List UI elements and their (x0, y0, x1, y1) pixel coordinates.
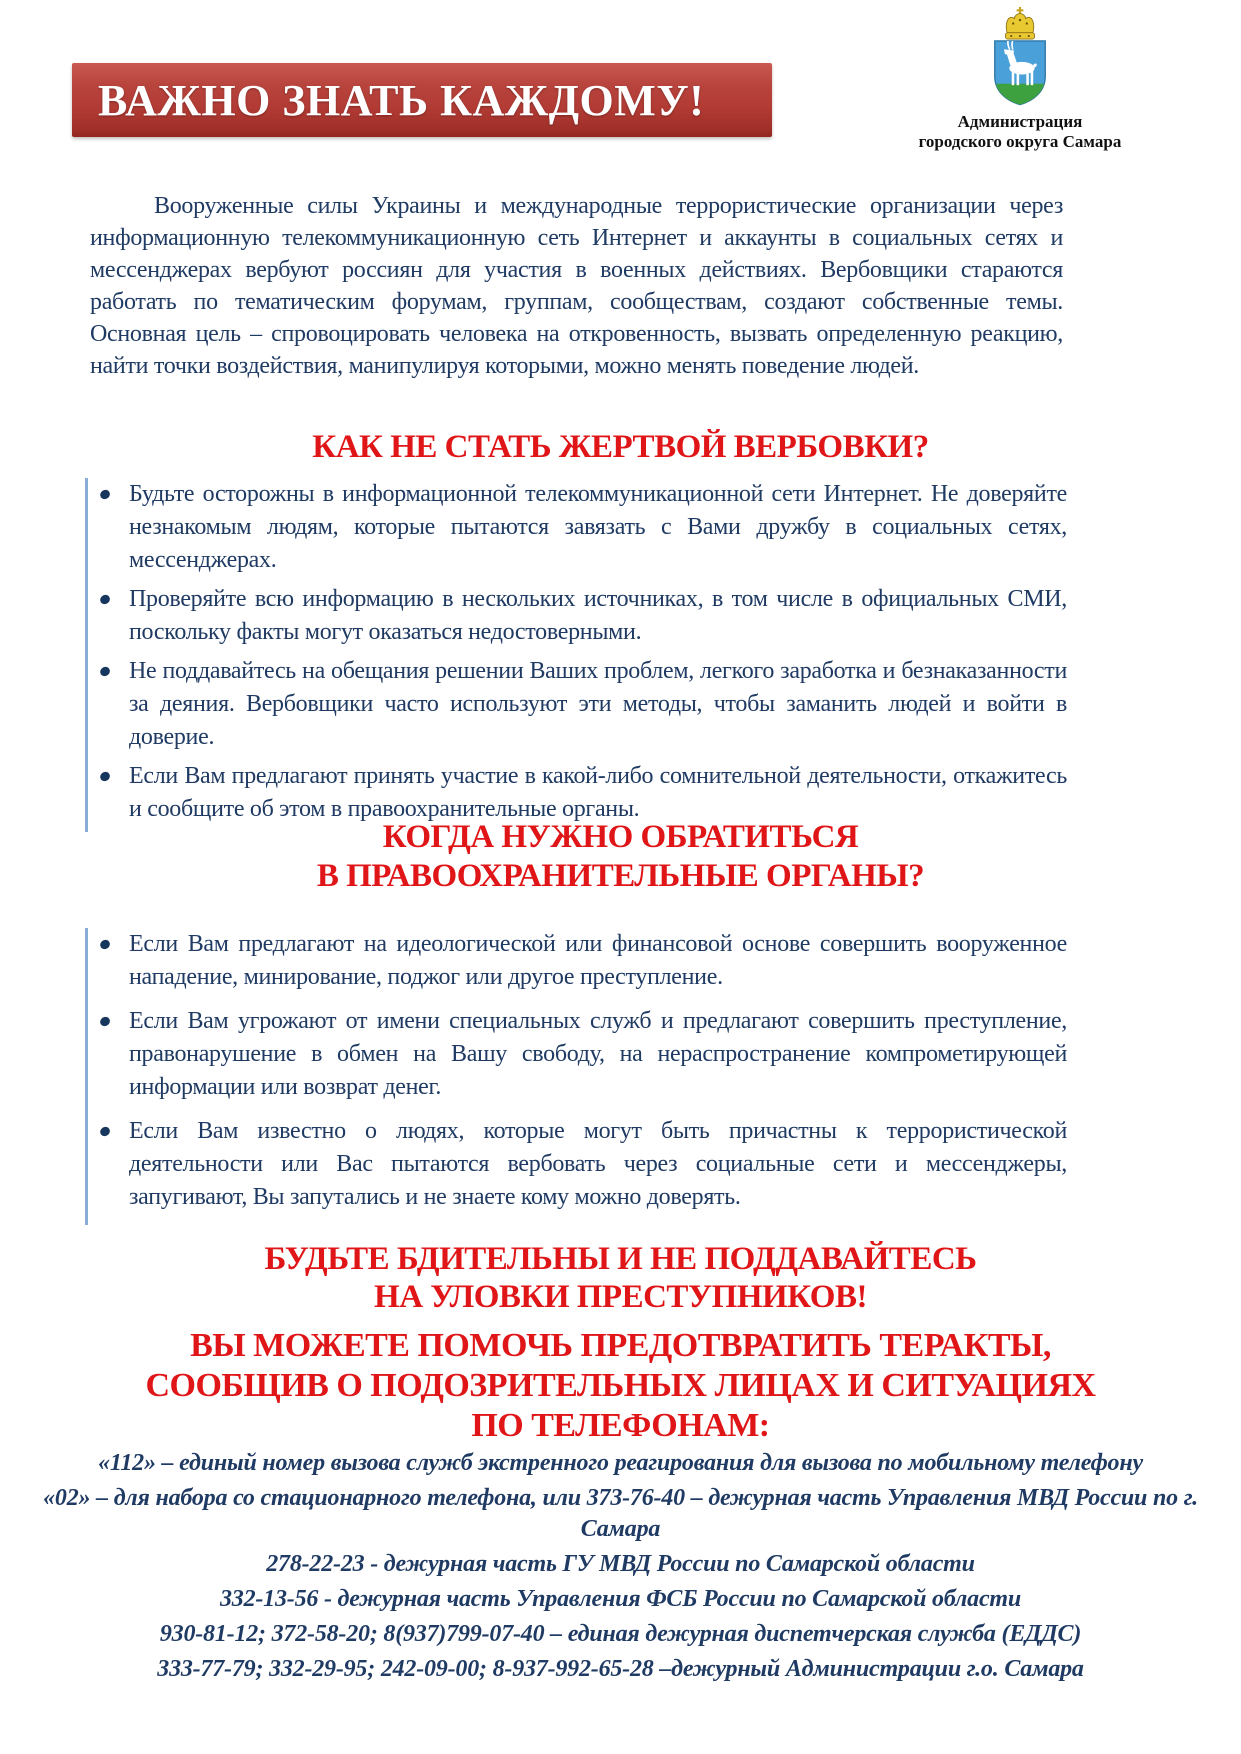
section1-bullet-item: Если Вам предлагают принять участие в какой-либо сомнительной деятельности, откажитесь и сообщите об этом в правоохранительные органы. (129, 760, 1067, 826)
section1-bullet-item: Будьте осторожны в информационной телекоммуникационной сети Интернет. Не доверяйте незнакомым людям, которые пытаются завязать с Вами дружбу в социальных сетях, мессенджерах. (129, 478, 1067, 577)
cta-line3: ПО ТЕЛЕФОНАМ: (471, 1407, 770, 1444)
section2-heading (60, 818, 1181, 896)
samara-coat-of-arms-icon (855, 6, 1185, 108)
logo-caption-line1: Администрация (957, 112, 1083, 131)
title-banner (72, 63, 772, 137)
page-title: ВАЖНО ЗНАТЬ КАЖДОМУ! (98, 75, 705, 125)
phone-entry: 332-13-56 - дежурная часть Управления ФСБ России по Самарской области (219, 1586, 1022, 1612)
phone-entry: «02» – для набора со стационарного телефона, или 373-76-40 – дежурная часть Управления МВД России по г. Самара (43, 1485, 1198, 1542)
cta-line1: ВЫ МОЖЕТЕ ПОМОЧЬ ПРЕДОТВРАТИТЬ ТЕРАКТЫ, (190, 1327, 1051, 1364)
phone-numbers-list (40, 1448, 1201, 1689)
section2-bullet-item: Если Вам предлагают на идеологической или финансовой основе совершить вооруженное нападение, минирование, поджог или другое преступление. (129, 928, 1067, 994)
call-to-action-text (60, 1326, 1181, 1446)
cta-line2: СООБЩИВ О ПОДОЗРИТЕЛЬНЫХ ЛИЦАХ И СИТУАЦИЯХ (145, 1367, 1096, 1404)
section2-heading-line2: В ПРАВООХРАНИТЕЛЬНЫЕ ОРГАНЫ? (316, 858, 925, 894)
logo-caption (855, 112, 1185, 152)
section2-bullet-item: Если Вам известно о людях, которые могут быть причастны к террористической деятельности или Вас пытаются вербовать через социальные сети и мессенджеры, запугивают, Вы запутались и не знаете кому можно доверять. (129, 1115, 1067, 1214)
section1-bullet-list (85, 478, 1067, 832)
section1-bullet-item: Проверяйте всю информацию в нескольких источниках, в том числе в официальных СМИ, поскольку факты могут оказаться недостоверными. (129, 583, 1067, 649)
section2-heading-line1: КОГДА НУЖНО ОБРАТИТЬСЯ (382, 819, 859, 855)
phone-entry: 333-77-79; 332-29-95; 242-09-00; 8-937-992-65-28 –дежурный Администрации г.о. Самара (157, 1656, 1084, 1682)
section1-heading: КАК НЕ СТАТЬ ЖЕРТВОЙ ВЕРБОВКИ? (312, 429, 929, 465)
section2-bullet-list (85, 928, 1067, 1225)
logo-caption-line2: городского округа Самара (918, 132, 1122, 151)
intro-paragraph: Вооруженные силы Украины и международные террористические организации через информационную телекоммуникационную сеть Интернет и аккаунты в социальных сетях и мессенджерах вербуют россиян для участия в военных действиях. Вербовщики стараются работать по тематическим форумам, группам, сообществам, создают собственные темы. Основная цель – спровоцировать человека на откровенность, вызвать определенную реакцию, найти точки воздействия, манипулируя которыми, можно менять поведение людей. (90, 193, 1063, 379)
phone-entry: 278-22-23 - дежурная часть ГУ МВД России по Самарской области (266, 1551, 975, 1577)
phone-entry: «112» – единый номер вызова служб экстренного реагирования для вызова по мобильному телефону (98, 1450, 1143, 1476)
section2-bullet-item: Если Вам угрожают от имени специальных служб и предлагают совершить преступление, правонарушение в обмен на Вашу свободу, на нераспространение компрометирующей информации или возврат денег. (129, 1005, 1067, 1104)
warning-text (60, 1240, 1181, 1316)
warning-line1: БУДЬТЕ БДИТЕЛЬНЫ И НЕ ПОДДАВАЙТЕСЬ (264, 1241, 977, 1277)
administration-logo (855, 6, 1185, 152)
section1-bullet-item: Не поддавайтесь на обещания решении Ваших проблем, легкого заработка и безнаказанности за деяния. Вербовщики часто используют эти методы, чтобы заманить людей и войти в доверие. (129, 655, 1067, 754)
phone-entry: 930-81-12; 372-58-20; 8(937)799-07-40 – единая дежурная диспетчерская служба (ЕДДС) (159, 1621, 1082, 1647)
warning-line2: НА УЛОВКИ ПРЕСТУПНИКОВ! (374, 1279, 867, 1315)
